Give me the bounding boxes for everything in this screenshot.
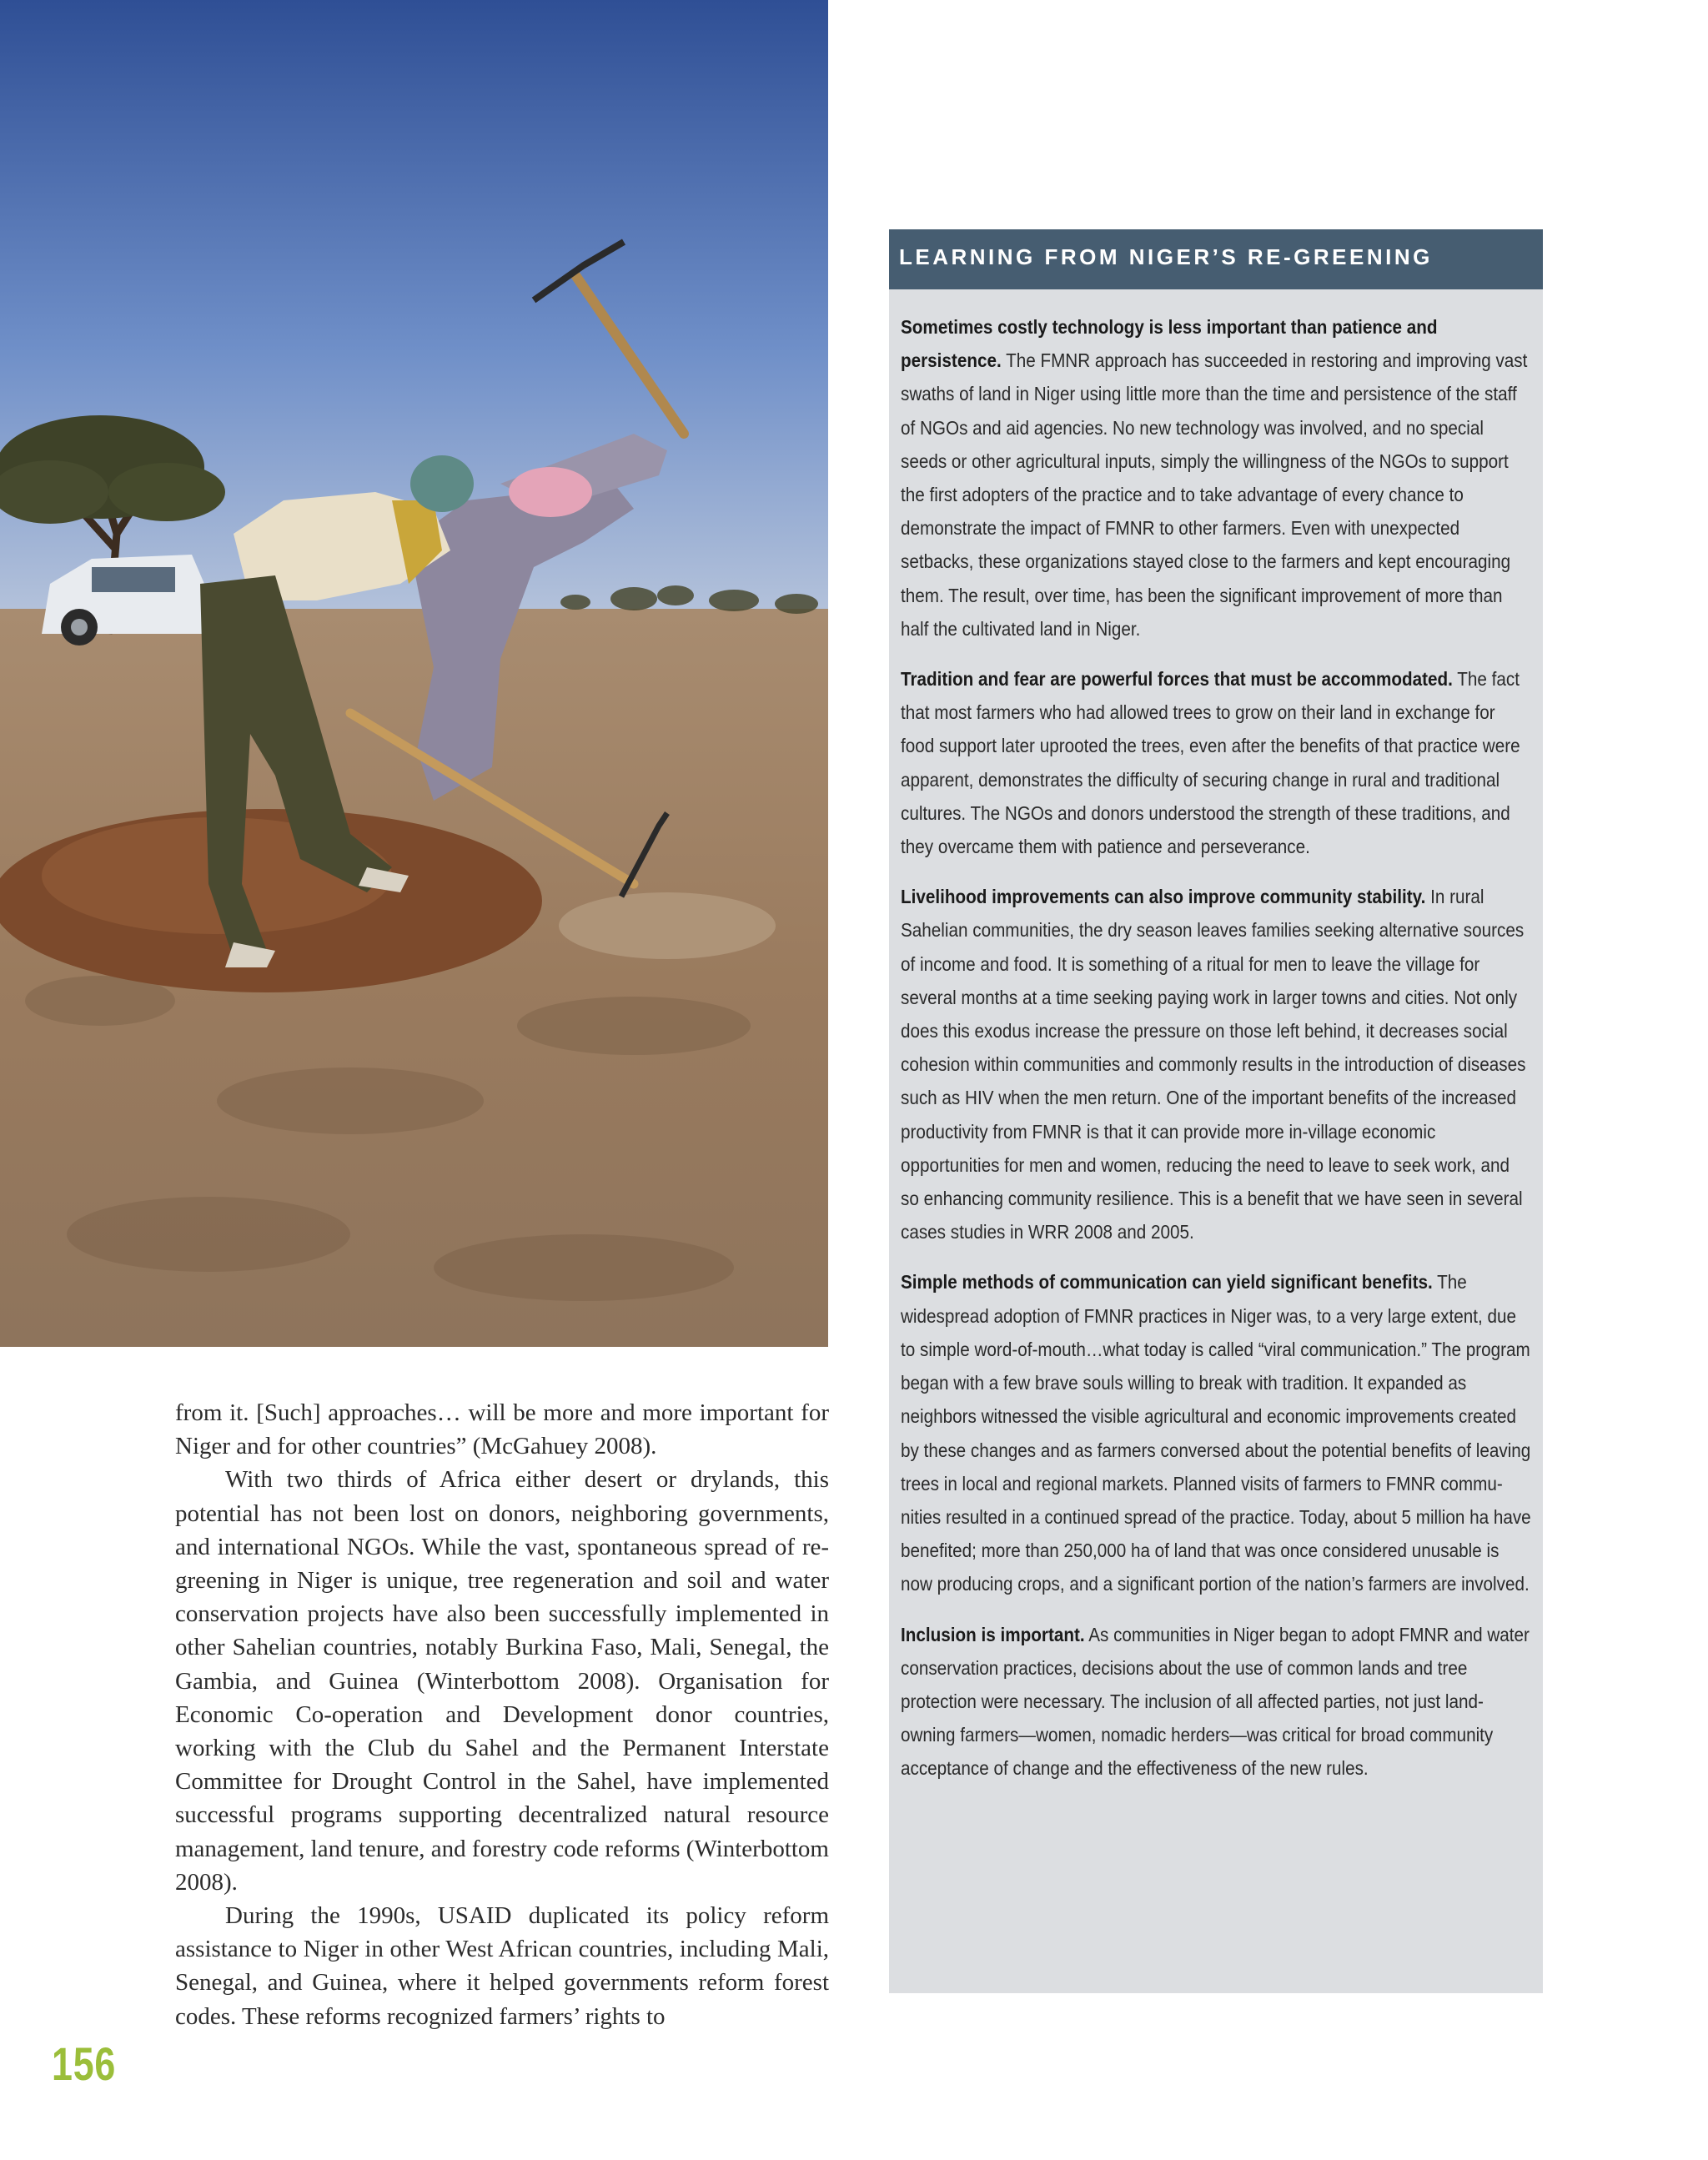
sidebar-body: [901, 310, 1531, 1802]
sidebar-paragraph-body: The fact that most farmers who had allowed trees to grow on their land in exchange for food support later uprooted the trees, even after the benefits of that practice were apparent, demonstrates the difficulty of securing change in rural and traditional cultures. The NGOs and donors understood the strength of these traditions, and they overcame them with patience and perseverance.: [901, 668, 1520, 858]
sidebar-paragraph-lead: Tradition and fear are powerful forces that must be accommodated.: [901, 668, 1453, 691]
main-text-column: [175, 1396, 829, 2033]
sidebar-paragraph-lead: Sometimes costly technology is less important than patience and persistence.: [901, 316, 1438, 372]
sidebar-paragraph: [901, 662, 1532, 863]
body-paragraph: from it. [Such] approaches… will be more and more important for Niger and for other countries” (McGahuey 2008).: [175, 1399, 829, 1460]
sidebar-paragraph-body: The FMNR approach has succeeded in restoring and improving vast swaths of land in Niger using little more than the time and persistence of the staff of NGOs and aid agencies. No new technology was involved, and no special seeds or other agricultural inputs, simply the willingness of the NGOs to support the first adopters of the practice and to take advantage of every chance to demonstrate the impact of FMNR to other farmers. Even with unexpected setbacks, these organizations stayed close to the farmers and kept encouraging them. The result, over time, has been the significant improvement of more than half the cultivated land in Niger.: [901, 349, 1528, 640]
sidebar-paragraph: [901, 1618, 1532, 1786]
sidebar-header: [889, 229, 1543, 289]
sidebar-paragraph-lead: Inclusion is important.: [901, 1623, 1085, 1645]
sidebar-title: LEARNING FROM NIGER’S RE-GREENING: [899, 244, 1433, 269]
body-paragraph: With two thirds of Africa either desert or drylands, this potential has not been lost on donors, neighboring governments, and international NGOs. While the vast, spontaneous spread of re-greening in Niger is unique, tree regeneration and soil and water conservation projects have also been successfully implemented in other Sahelian countries, notably Burkina Faso, Mali, Senegal, the Gambia, and Guinea (Winterbottom 2008). Organisation for Economic Co-operation and Development donor countries, working with the Club du Sahel and the Permanent Interstate Committee for Drought Control in the Sahel, have implemented successful programs supporting decentralized natural resource management, land tenure, and forestry code reforms (Winterbottom 2008).: [175, 1466, 829, 1896]
sidebar-paragraph-lead: Simple methods of communication can yield significant benefits.: [901, 1271, 1433, 1293]
sidebar-box: [889, 229, 1543, 1993]
photo-farmers-digging: [0, 0, 828, 1347]
sidebar-paragraph-body: The widespread adoption of FMNR practices in Niger was, to a very large extent, due to simple word-of-mouth…what today is called “viral communication.” The program began with a few brave souls willing to break with tradition. It expanded as neighbors witnessed the visible agricultural and economic improvements created by these changes and as farmers conversed about the potential benefits of leaving trees in local and regional markets. Planned visits of farmers to FMNR communities resulted in a continued spread of the practice. Today, about 5 million ha have benefited; more than 250,000 ha of land that was once considered unusable is now producing crops, and a significant portion of the nation’s farmers are involved.: [901, 1271, 1531, 1595]
sidebar-paragraph-body: In rural Sahelian communities, the dry season leaves families seeking alternative sources of income and food. It is something of a ritual for men to leave the village for several months at a time seeking paying work in larger towns and cities. Not only does this exodus increase the pressure on those left behind, it decreases social cohesion within communities and commonly results in the introduction of diseases such as HIV when the men return. One of the important benefits of the increased productivity from FMNR is that it can provide more in-village economic opportunities for men and women, reducing the need to leave to seek work, and so enhancing community resilience. This is a benefit that we have seen in several cases studies in WRR 2008 and 2005.: [901, 886, 1526, 1243]
page-number: 156: [52, 2037, 117, 2090]
sidebar-paragraph-body: As communities in Niger began to adopt FMNR and water conservation practices, decisions about the use of common lands and tree protection were necessary. The inclusion of all affected parties, not just land-owning farmers—women, nomadic herders—was critical for broad community acceptance of change and the effectiveness of the new rules.: [901, 1623, 1530, 1780]
body-paragraph: During the 1990s, USAID duplicated its policy reform assistance to Niger in other West African countries, including Mali, Senegal, and Guinea, where it helped governments reform forest codes. These reforms recognized farmers’ rights to: [175, 1902, 829, 2030]
sidebar-paragraph: [901, 310, 1532, 645]
sidebar-paragraph: [901, 880, 1532, 1248]
sidebar-paragraph: [901, 1265, 1532, 1600]
sidebar-paragraph-lead: Livelihood improvements can also improve community stability.: [901, 886, 1426, 908]
